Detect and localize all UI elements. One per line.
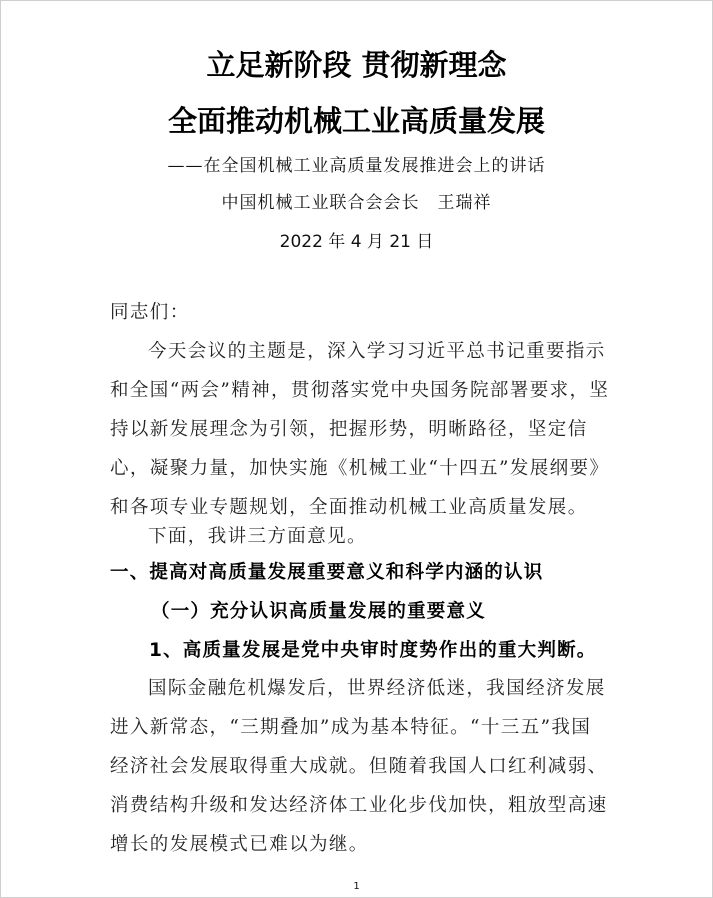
paragraph-outline: 下面，我讲三方面意见。 [148, 526, 367, 547]
salutation: 同志们： [110, 302, 190, 323]
point-heading-1: 1、高质量发展是党中央审时度势作出的重大判断。 [149, 640, 597, 661]
document-author: 中国机械工业联合会会长 王瑞祥 [221, 193, 492, 213]
subsection-heading-1: （一）充分认识高质量发展的重要意义 [151, 601, 486, 622]
page-number: 1 [353, 881, 360, 892]
document-title-line2: 全面推动机械工业高质量发展 [167, 104, 545, 138]
section-heading-1: 一、提高对高质量发展重要意义和科学内涵的认识 [110, 562, 544, 583]
paragraph-point-1: 国际金融危机爆发后，世界经济低迷，我国经济发展进入新常态，“三期叠加”成为基本特征。“十三五”我国经济社会发展取得重大成就。但随着我国人口红利减弱、消费结构升级和发达经济体工业化步伐加快，粗放型高速增长的发展模式已难以为继。 [110, 678, 608, 855]
document-date: 2022 年 4 月 21 日 [279, 232, 434, 252]
document-subtitle: ——在全国机械工业高质量发展推进会上的讲话 [167, 156, 546, 176]
paragraph-opening: 今天会议的主题是，深入学习习近平总书记重要指示和全国“两会”精神，贯彻落实党中央国务院部署要求，坚持以新发展理念为引领，把握形势，明晰路径，坚定信心，凝聚力量，加快实施《机械工业“十四五”发展纲要》和各项专业专题规划，全面推动机械工业高质量发展。 [110, 341, 610, 518]
document-title-line1: 立足新阶段 贯彻新理念 [206, 48, 507, 82]
